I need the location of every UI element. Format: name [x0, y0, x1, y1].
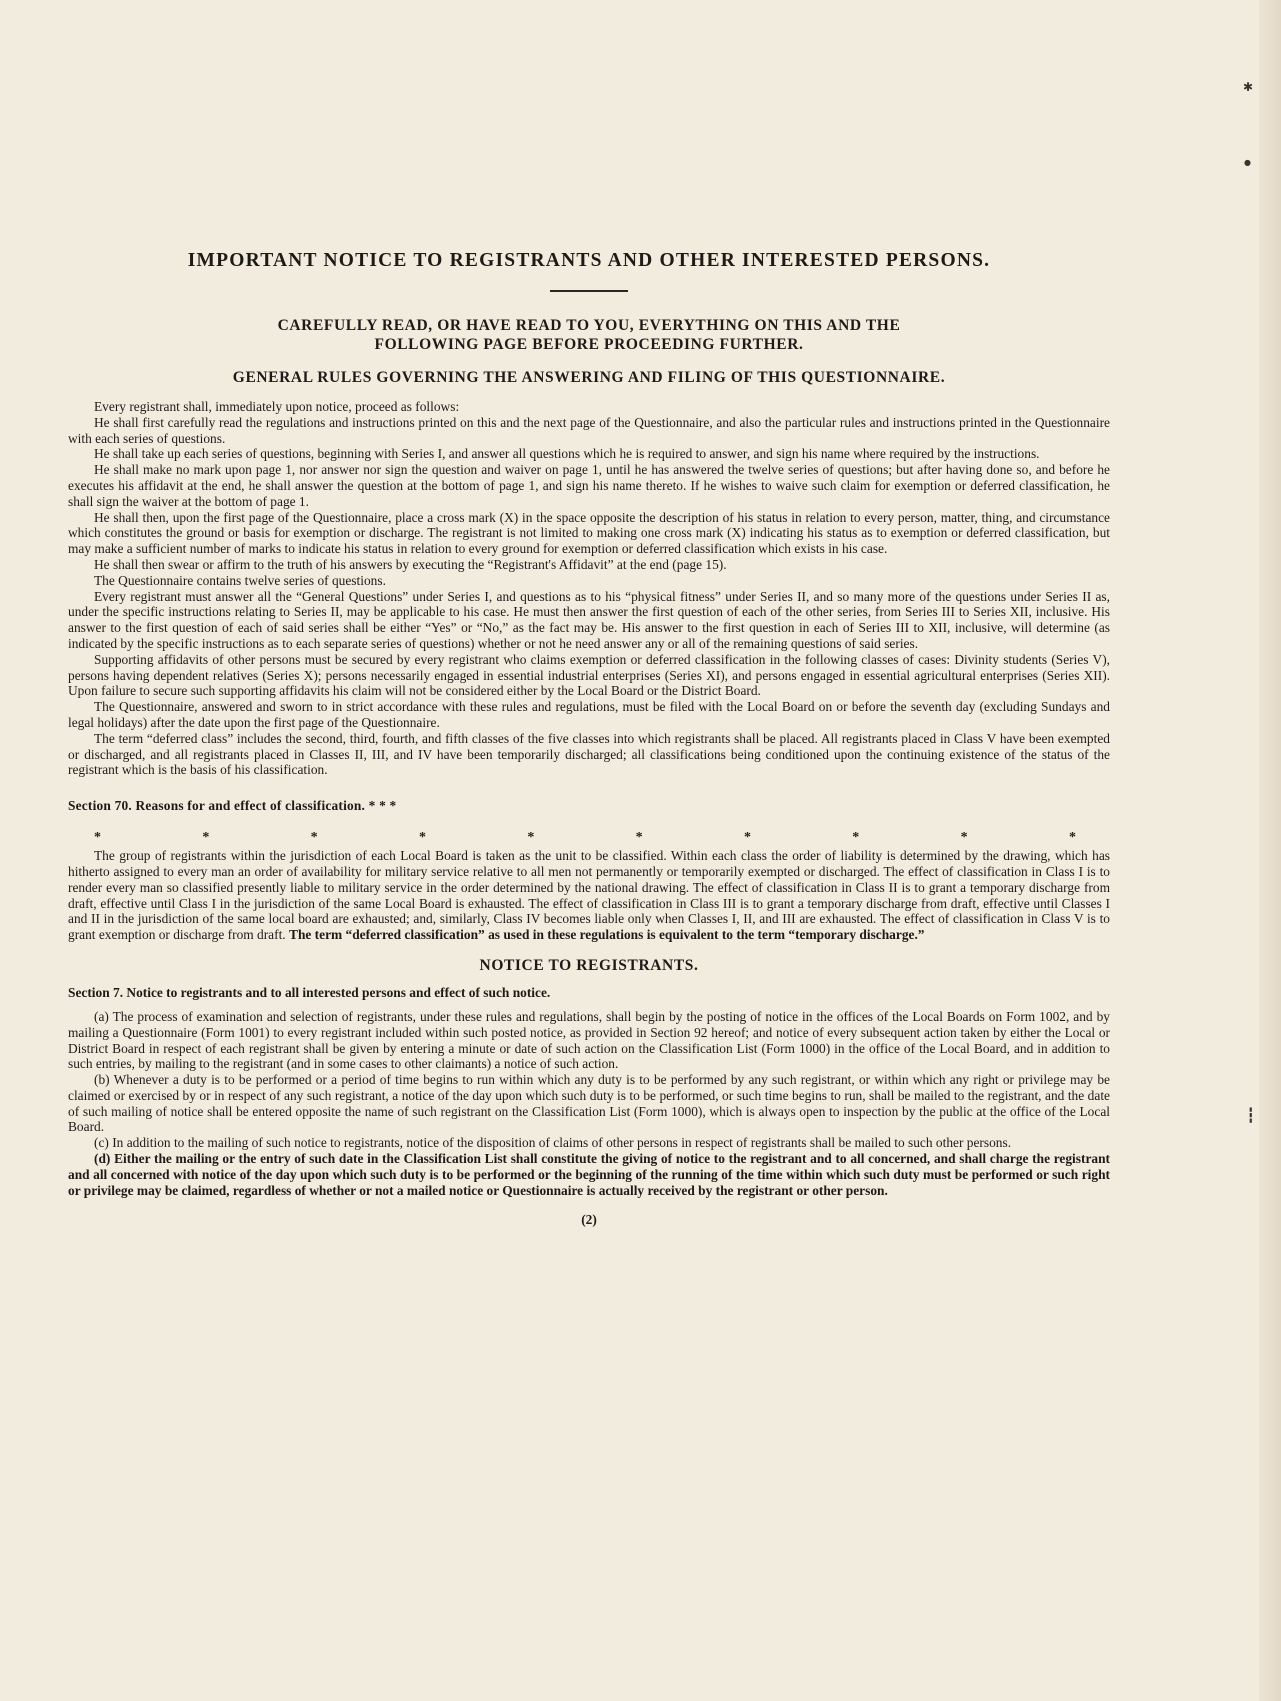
rule-paragraph: Supporting affidavits of other persons must be secured by every registrant who claims exemption or deferred classification in the following classes of cases: Divinity students (Series V), persons having dependent relatives (Series X); persons necessarily engaged in essential industrial enterprises (Series XI), and persons engaged in essential agricultural enterprises (Series XII). Upon failure to secure such supporting affidavits his claim will not be considered either by the Local Board or the District Board. — [68, 651, 1110, 699]
star: * — [743, 830, 751, 846]
title-rule — [550, 290, 628, 292]
section-70-heading: Section 70. Reasons for and effect of classification. * * * — [68, 798, 397, 814]
star: * — [527, 830, 535, 846]
section-7-paragraph: (c) In addition to the mailing of such notice to registrants, notice of the disposition of claims of other persons in respect of registrants shall be mailed to such other persons. — [94, 1135, 1012, 1151]
section-7-paragraph-d: (d) Either the mailing or the entry of such date in the Classification List shall constitute the giving of notice to the registrant and to all concerned, and shall charge the registrant and all concerned with notice of the day upon which such duty is to be performed or the beginning of the running of the time within which such duty must be performed or such right or privilege may be claimed, regardless of whether or not a mailed notice or Questionnaire is actually received by the registrant or other person. — [68, 1151, 1110, 1198]
section-70-paragraph — [68, 848, 1110, 943]
page-number: (2) — [581, 1212, 597, 1228]
section-7-paragraph: (a) The process of examination and selection of registrants, under these rules and regulations, shall begin by the posting of notice in the offices of the Local Boards on Form 1002, and by mailing a Questionnaire (Form 1001) to every registrant included within such posted notice, as provided in Section 92 hereof; and notice of every subsequent action taken by either the Local or District Board in respect of each registrant shall be given by entering a minute or date of such action on the Classification List (Form 1000) in the office of the Local Board, and in addition to such entries, by mailing to the registrant (and in some cases to other claimants) a notice of such action. — [68, 1008, 1110, 1072]
margin-dot: ● — [1244, 158, 1251, 167]
general-rules-heading: GENERAL RULES GOVERNING THE ANSWERING AND FILING OF THIS QUESTIONNAIRE. — [232, 369, 946, 386]
general-rules — [68, 399, 1110, 778]
star: * — [418, 830, 426, 846]
section-7-heading: Section 7. Notice to registrants and to all interested persons and effect of such notice. — [68, 984, 551, 1000]
section-70-bold-text: The term “deferred classification” as used in these regulations is equivalent to the term “temporary discharge.” — [289, 927, 925, 943]
rule-paragraph: He shall then swear or affirm to the truth of his answers by executing the “Registrant's Affidavit” at the end (page 15). — [94, 556, 727, 572]
margin-mark: ✱ — [1242, 80, 1253, 94]
rule-paragraph: Every registrant shall, immediately upon notice, proceed as follows: — [94, 399, 460, 414]
star: * — [635, 830, 643, 846]
rule-paragraph: He shall then, upon the first page of the Questionnaire, place a cross mark (X) in the space opposite the description of his status in relation to every person, matter, thing, and circumstance which constitutes the ground or basis for exemption or discharge. The registrant is not limited to making one cross mark (X) indicating his status as to exemption or deferred classification, but may make a sufficient number of marks to indicate his status in relation to every ground for exemption or deferred classification which exists in his case. — [68, 509, 1110, 557]
rule-paragraph: Every registrant must answer all the “General Questions” under Series I, and questions as to his “physical fitness” under Series II, and so many more of the questions under Series II as, under the specific instructions relating to Series II, may be applicable to his case. He must then answer the first question of each of the other series, from Series III to Series XII, inclusive. His answer to the first question of each of said series shall be either “Yes” or “No,” as the fact may be. His answer to the first question in each of Series III to XII, inclusive, will determine (as indicated by the specific instructions as to each separate series of questions) whether or not he need answer any or all of the remaining questions of said series. — [68, 588, 1110, 651]
rule-paragraph: He shall take up each series of questions, beginning with Series I, and answer all questions which he is required to answer, and sign his name where required by the instructions. — [94, 446, 1040, 462]
subtitle-line-2: FOLLOWING PAGE BEFORE PROCEEDING FURTHER. — [374, 336, 804, 353]
section-70-body — [68, 848, 1110, 943]
rule-paragraph: The term “deferred class” includes the second, third, fourth, and fifth classes of the five classes into which registrants shall be placed. All registrants placed in Class V have been exempted or discharged, and all registrants placed in Classes II, III, and IV have been temporarily discharged; all classifications being conditioned upon the continuing existence of the status of the registrant which is the basis of his classification. — [68, 730, 1110, 778]
star: * — [202, 830, 210, 846]
rule-paragraph: He shall make no mark upon page 1, nor answer nor sign the question and waiver on page 1, until he has answered the twelve series of questions; but after having done so, and before he executes his affidavit at the end, he shall answer the question at the bottom of page 1, and sign his name thereto. If he wishes to waive such claim for exemption or deferred classification, he shall sign the waiver at the bottom of page 1. — [68, 462, 1110, 509]
rule-paragraph: The Questionnaire contains twelve series of questions. — [94, 572, 386, 588]
margin-mark: ┇ — [1246, 1108, 1255, 1124]
section-7-body — [68, 1009, 1110, 1199]
page-title: IMPORTANT NOTICE TO REGISTRANTS AND OTHER INTERESTED PERSONS. — [187, 250, 991, 271]
rule-paragraph: He shall first carefully read the regulations and instructions printed on this and the next page of the Questionnaire, and also the particular rules and instructions printed in the Questionnaire with each series of questions. — [68, 414, 1110, 446]
notice-heading: NOTICE TO REGISTRANTS. — [479, 956, 699, 974]
ellipsis-stars — [68, 830, 1110, 846]
section-70-text: The group of registrants within the jurisdiction of each Local Board is taken as the unit to be classified. Within each class the order of liability is determined by the drawing, which has hitherto assigned to every man an order of availability for military service relative to all men not permanently or temporarily exempted or discharged. The effect of classification in Class I is to render every man so classified presently liable to military service in the order determined by the national drawing. The effect of classification in Class II is to grant a temporary discharge from draft, effective until Class I in the jurisdiction of the same Local Board is exhausted. The effect of classification in Class III is to grant a temporary discharge from draft, effective until Classes I and II in the jurisdiction of the same local board are exhausted; and, similarly, Class IV becomes liable only when Classes I, II, and III are exhausted. The effect of classification in Class V is to grant exemption or discharge from draft. — [68, 848, 1110, 943]
document-content — [68, 250, 1110, 1242]
star: * — [94, 830, 101, 846]
star: * — [310, 830, 318, 846]
page-fold-edge — [1259, 0, 1281, 1701]
rule-paragraph: The Questionnaire, answered and sworn to in strict accordance with these rules and regulations, must be filed with the Local Board on or before the seventh day (excluding Sundays and legal holidays) after the date upon the first page of the Questionnaire. — [68, 699, 1110, 730]
subtitle-line-1: CAREFULLY READ, OR HAVE READ TO YOU, EVERYTHING ON THIS AND THE — [277, 317, 901, 334]
star: * — [960, 830, 968, 846]
star: * — [1068, 830, 1076, 846]
star: * — [852, 830, 860, 846]
section-7-paragraph: (b) Whenever a duty is to be performed or a period of time begins to run within which any duty is to be performed by any such registrant, or within which any right or privilege may be claimed or exercised by or in respect of any such registrant, a notice of the day upon which such duty is to be performed, or such time begins to run, shall be mailed to the registrant, and the date of such mailing of notice shall be entered opposite the name of such registrant on the Classification List (Form 1000), which is always open to inspection by the public at the office of the Local Board. — [68, 1072, 1110, 1135]
